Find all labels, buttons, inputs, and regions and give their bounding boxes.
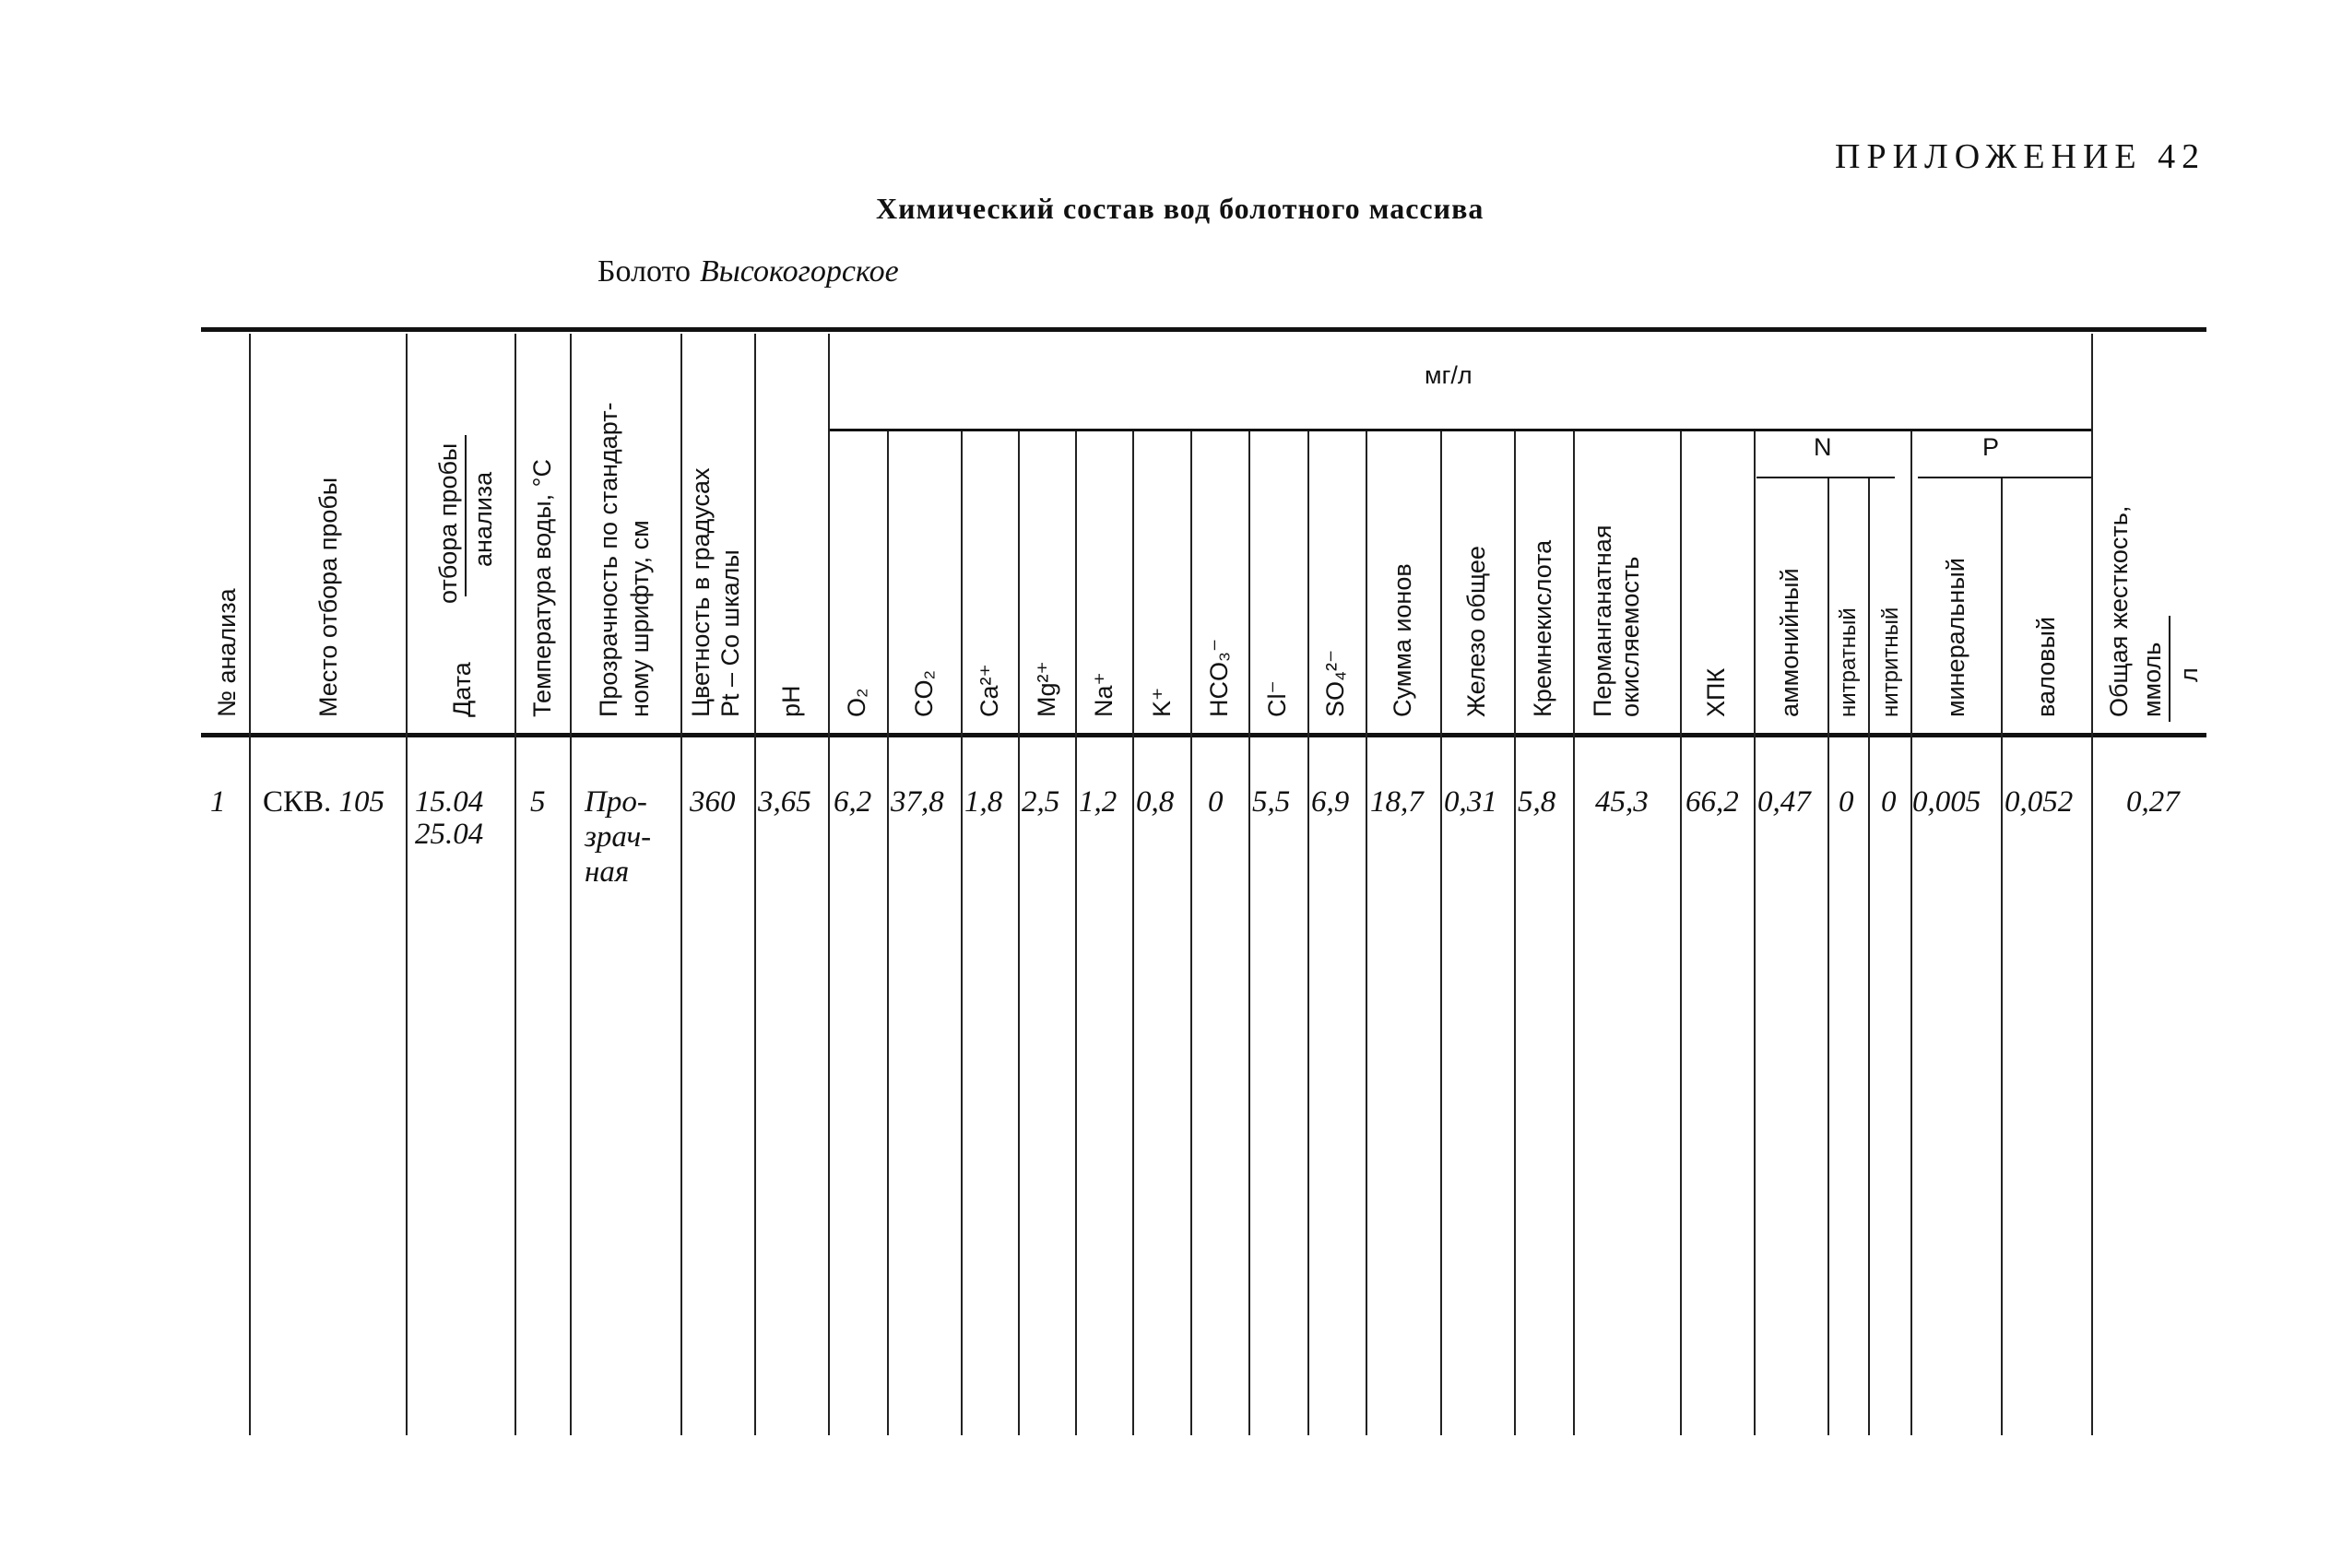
header-transparency-2: ному шрифту, см bbox=[626, 520, 654, 717]
col-line bbox=[1248, 431, 1250, 1435]
header-date-label: Дата bbox=[448, 662, 476, 717]
col-line bbox=[828, 334, 830, 1435]
hardness-fraction-line bbox=[2169, 616, 2170, 722]
header-color-2: Pt – Co шкалы bbox=[716, 549, 744, 717]
header-mineral: минеральный bbox=[1942, 558, 1969, 717]
cell-so4: 6,9 bbox=[1311, 785, 1350, 819]
p-rule bbox=[1918, 477, 2093, 478]
cell-place-prefix: СКВ. bbox=[263, 785, 332, 819]
n-rule bbox=[1756, 477, 1895, 478]
cell-sum-ions: 18,7 bbox=[1370, 785, 1424, 819]
col-line bbox=[406, 334, 408, 1435]
cell-total-p: 0,052 bbox=[2005, 785, 2074, 819]
header-analysis-no: № анализа bbox=[213, 588, 241, 717]
cell-cl: 5,5 bbox=[1252, 785, 1291, 819]
col-line bbox=[680, 334, 682, 1435]
header-mgl: мг/л bbox=[1425, 361, 1473, 389]
header-ph: pH bbox=[777, 685, 805, 717]
appendix-label: ПРИЛОЖЕНИЕ 42 bbox=[1835, 137, 2206, 176]
cell-perm: 45,3 bbox=[1595, 785, 1649, 819]
col-line bbox=[1514, 431, 1516, 1435]
bog-name: Высокогорское bbox=[700, 254, 899, 289]
header-hardness-num: ммоль bbox=[2138, 642, 2166, 717]
cell-cod: 66,2 bbox=[1685, 785, 1739, 819]
col-line bbox=[570, 334, 572, 1435]
header-co2: CO₂ bbox=[910, 670, 938, 717]
cell-color: 360 bbox=[690, 785, 736, 819]
cell-k: 0,8 bbox=[1136, 785, 1175, 819]
header-ammonium: аммонийный bbox=[1776, 568, 1804, 717]
header-nitrate: нитратный bbox=[1836, 607, 1861, 717]
header-p: P bbox=[1982, 433, 2000, 461]
col-line bbox=[887, 431, 889, 1435]
cell-mg: 2,5 bbox=[1022, 785, 1060, 819]
col-line bbox=[1910, 431, 1912, 1435]
header-cod: ХПК bbox=[1702, 667, 1730, 717]
top-rule bbox=[201, 327, 2206, 332]
header-k: K⁺ bbox=[1148, 687, 1176, 717]
header-place: Место отбора пробы bbox=[314, 477, 342, 717]
header-o2: O₂ bbox=[843, 688, 870, 717]
col-line bbox=[2091, 334, 2093, 1435]
cell-iron: 0,31 bbox=[1444, 785, 1497, 819]
header-iron: Железо общее bbox=[1462, 546, 1490, 717]
cell-hco3: 0 bbox=[1208, 785, 1224, 819]
col-line bbox=[1307, 431, 1309, 1435]
col-line bbox=[1573, 431, 1575, 1435]
col-line bbox=[1868, 478, 1870, 1435]
header-n: N bbox=[1814, 433, 1832, 461]
cell-ph: 3,65 bbox=[758, 785, 811, 819]
cell-date-sample: 15.04 bbox=[415, 785, 484, 819]
col-line bbox=[1680, 431, 1682, 1435]
header-date-num: отбора пробы bbox=[434, 442, 462, 604]
cell-co2: 37,8 bbox=[891, 785, 944, 819]
col-line bbox=[1754, 431, 1756, 1435]
header-date-den: анализа bbox=[469, 471, 497, 567]
header-bottom-rule bbox=[201, 733, 2206, 737]
col-line bbox=[1440, 431, 1442, 1435]
col-line bbox=[754, 334, 756, 1435]
cell-date-analysis: 25.04 bbox=[415, 818, 484, 851]
col-line bbox=[249, 334, 251, 1435]
header-so4: SO₄²⁻ bbox=[1321, 649, 1349, 717]
header-total-p: валовый bbox=[2032, 617, 2060, 717]
cell-temp: 5 bbox=[530, 785, 546, 819]
header-hardness-den: л bbox=[2175, 667, 2203, 682]
cell-nitrate: 0 bbox=[1839, 785, 1854, 819]
col-line bbox=[1827, 478, 1829, 1435]
header-perm-1: Перманганатная bbox=[1589, 525, 1616, 717]
header-transparency-1: Прозрачность по стандарт- bbox=[595, 402, 622, 717]
date-fraction-line bbox=[465, 435, 467, 596]
cell-transparency-1: Про- bbox=[585, 785, 647, 819]
col-line bbox=[1190, 431, 1192, 1435]
header-color-1: Цветность в градусах bbox=[687, 467, 715, 717]
header-na: Na⁺ bbox=[1090, 672, 1118, 717]
cell-nitrite: 0 bbox=[1881, 785, 1897, 819]
table-title: Химический состав вод болотного массива bbox=[876, 192, 1484, 225]
header-temp: Температура воды, °С bbox=[528, 459, 556, 717]
bog-line bbox=[597, 254, 899, 289]
header-silicic: Кремнекислота bbox=[1529, 539, 1556, 717]
header-ca: Ca²⁺ bbox=[976, 664, 1003, 717]
col-line bbox=[1075, 431, 1077, 1435]
cell-silicic: 5,8 bbox=[1518, 785, 1556, 819]
cell-o2: 6,2 bbox=[834, 785, 872, 819]
cell-ammonium: 0,47 bbox=[1757, 785, 1811, 819]
col-line bbox=[1018, 431, 1020, 1435]
cell-na: 1,2 bbox=[1079, 785, 1118, 819]
header-hco3: HCO₃⁻ bbox=[1205, 638, 1233, 717]
cell-transparency-2: зрач- bbox=[585, 820, 652, 854]
header-sum-ions: Сумма ионов bbox=[1389, 563, 1416, 717]
col-line bbox=[1132, 431, 1134, 1435]
bog-label: Болото bbox=[597, 254, 692, 289]
cell-place-num: 105 bbox=[338, 785, 385, 819]
header-hardness: Общая жесткость, bbox=[2105, 505, 2133, 717]
cell-mineral: 0,005 bbox=[1912, 785, 1981, 819]
col-line bbox=[961, 431, 963, 1435]
cell-no: 1 bbox=[210, 785, 226, 819]
header-cl: Cl⁻ bbox=[1263, 680, 1291, 717]
header-nitrite: нитритный bbox=[1878, 607, 1903, 717]
col-line bbox=[1366, 431, 1367, 1435]
cell-transparency-3: ная bbox=[585, 855, 630, 889]
header-perm-2: окисляемость bbox=[1616, 556, 1644, 717]
col-line bbox=[2001, 478, 2003, 1435]
cell-ca: 1,8 bbox=[964, 785, 1003, 819]
col-line bbox=[514, 334, 516, 1435]
cell-place bbox=[263, 785, 384, 819]
header-mg: Mg²⁺ bbox=[1033, 661, 1060, 717]
cell-hardness: 0,27 bbox=[2126, 785, 2180, 819]
